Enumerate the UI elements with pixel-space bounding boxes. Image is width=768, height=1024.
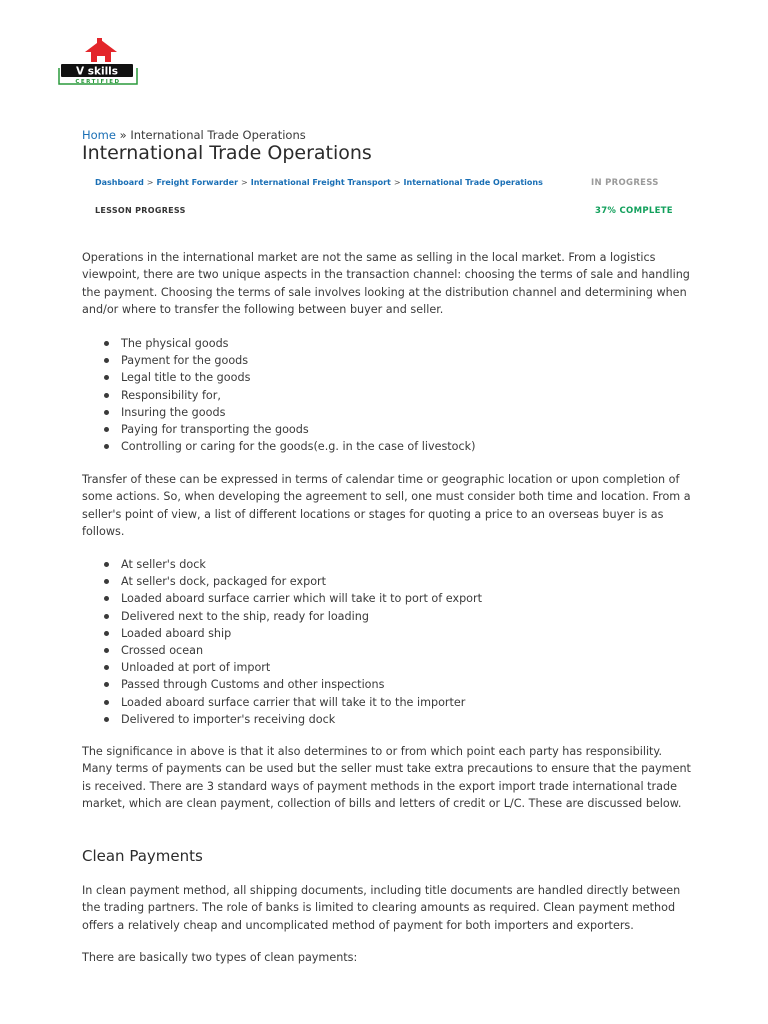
paragraph-clean-payment: In clean payment method, all shipping documents, including title documents are handled directly between the trading partners. The role of banks is limited to clearing amounts as required. Clean payment method offers a relatively cheap and uncomplicated method of payment for both importers and exporters.	[82, 884, 681, 932]
list-item: At seller's dock, packaged for export	[121, 573, 482, 590]
price-stages-list	[82, 556, 482, 728]
lesson-progress-value: 37% COMPLETE	[595, 206, 673, 216]
vskills-logo[interactable]	[55, 38, 141, 88]
list-item: Unloaded at port of import	[121, 659, 482, 676]
list-item: Loaded aboard ship	[121, 625, 482, 642]
lesson-crumb-separator: >	[146, 178, 154, 187]
lesson-crumb-dashboard[interactable]: Dashboard	[95, 178, 144, 187]
lesson-crumb-trade-operations[interactable]: International Trade Operations	[403, 178, 543, 187]
breadcrumb-separator: »	[119, 128, 127, 142]
goods-transfer-list	[82, 335, 476, 455]
paragraph-intro: Operations in the international market are not the same as selling in the local market. From a logistics viewpoint, there are two unique aspects in the transaction channel: choosing the terms of sale and handling the payment. Choosing the terms of sale involves looking at the distribution channel and determining when and/or where to transfer the following between buyer and seller.	[82, 251, 690, 316]
list-item: Delivered to importer's receiving dock	[121, 711, 482, 728]
page-title: International Trade Operations	[82, 142, 372, 164]
lesson-progress-label: LESSON PROGRESS	[95, 206, 186, 215]
list-item: Loaded aboard surface carrier which will take it to port of export	[121, 590, 482, 607]
heading-clean-payments: Clean Payments	[82, 847, 203, 865]
paragraph-clean-types: There are basically two types of clean payments:	[82, 951, 358, 964]
lesson-status-badge: IN PROGRESS	[591, 178, 659, 188]
logo-text: V skills	[75, 65, 119, 78]
logo-subtext: CERTIFIED	[75, 79, 121, 85]
breadcrumb	[82, 128, 688, 142]
paragraph-significance: The significance in above is that it also determines to or from which point each party has responsibility. Many terms of payments can be used but the seller must take extra precautions to ensure that the payment is received. There are 3 standard ways of payment methods in the export import trade international trade market, which are clean payment, collection of bills and letters of credit or L/C. These are discussed below.	[82, 745, 691, 810]
list-item: At seller's dock	[121, 556, 482, 573]
lesson-crumb-freight-transport[interactable]: International Freight Transport	[250, 178, 391, 187]
list-item: Responsibility for,	[121, 387, 476, 404]
list-item: Crossed ocean	[121, 642, 482, 659]
list-item: Passed through Customs and other inspections	[121, 676, 482, 693]
breadcrumb-home-link[interactable]: Home	[82, 128, 116, 142]
lesson-crumb-separator: >	[393, 178, 401, 187]
list-item: Insuring the goods	[121, 404, 476, 421]
list-item: Legal title to the goods	[121, 369, 476, 386]
lesson-breadcrumb	[95, 178, 675, 187]
list-item: Loaded aboard surface carrier that will take it to the importer	[121, 694, 482, 711]
breadcrumb-current: International Trade Operations	[130, 128, 306, 142]
list-item: The physical goods	[121, 335, 476, 352]
list-item: Paying for transporting the goods	[121, 421, 476, 438]
lesson-crumb-separator: >	[241, 178, 248, 187]
list-item: Payment for the goods	[121, 352, 476, 369]
list-item: Delivered next to the ship, ready for loading	[121, 608, 482, 625]
lesson-crumb-freight-forwarder[interactable]: Freight Forwarder	[156, 178, 239, 187]
paragraph-transfer: Transfer of these can be expressed in terms of calendar time or geographic location or upon completion of some actions. So, when developing the agreement to sell, one must consider both time and location. From a seller's point of view, a list of different locations or stages for quoting a price to an overseas buyer is as follows.	[82, 473, 691, 538]
vskills-logo-graphic	[55, 38, 141, 88]
list-item: Controlling or caring for the goods(e.g. in the case of livestock)	[121, 438, 476, 455]
